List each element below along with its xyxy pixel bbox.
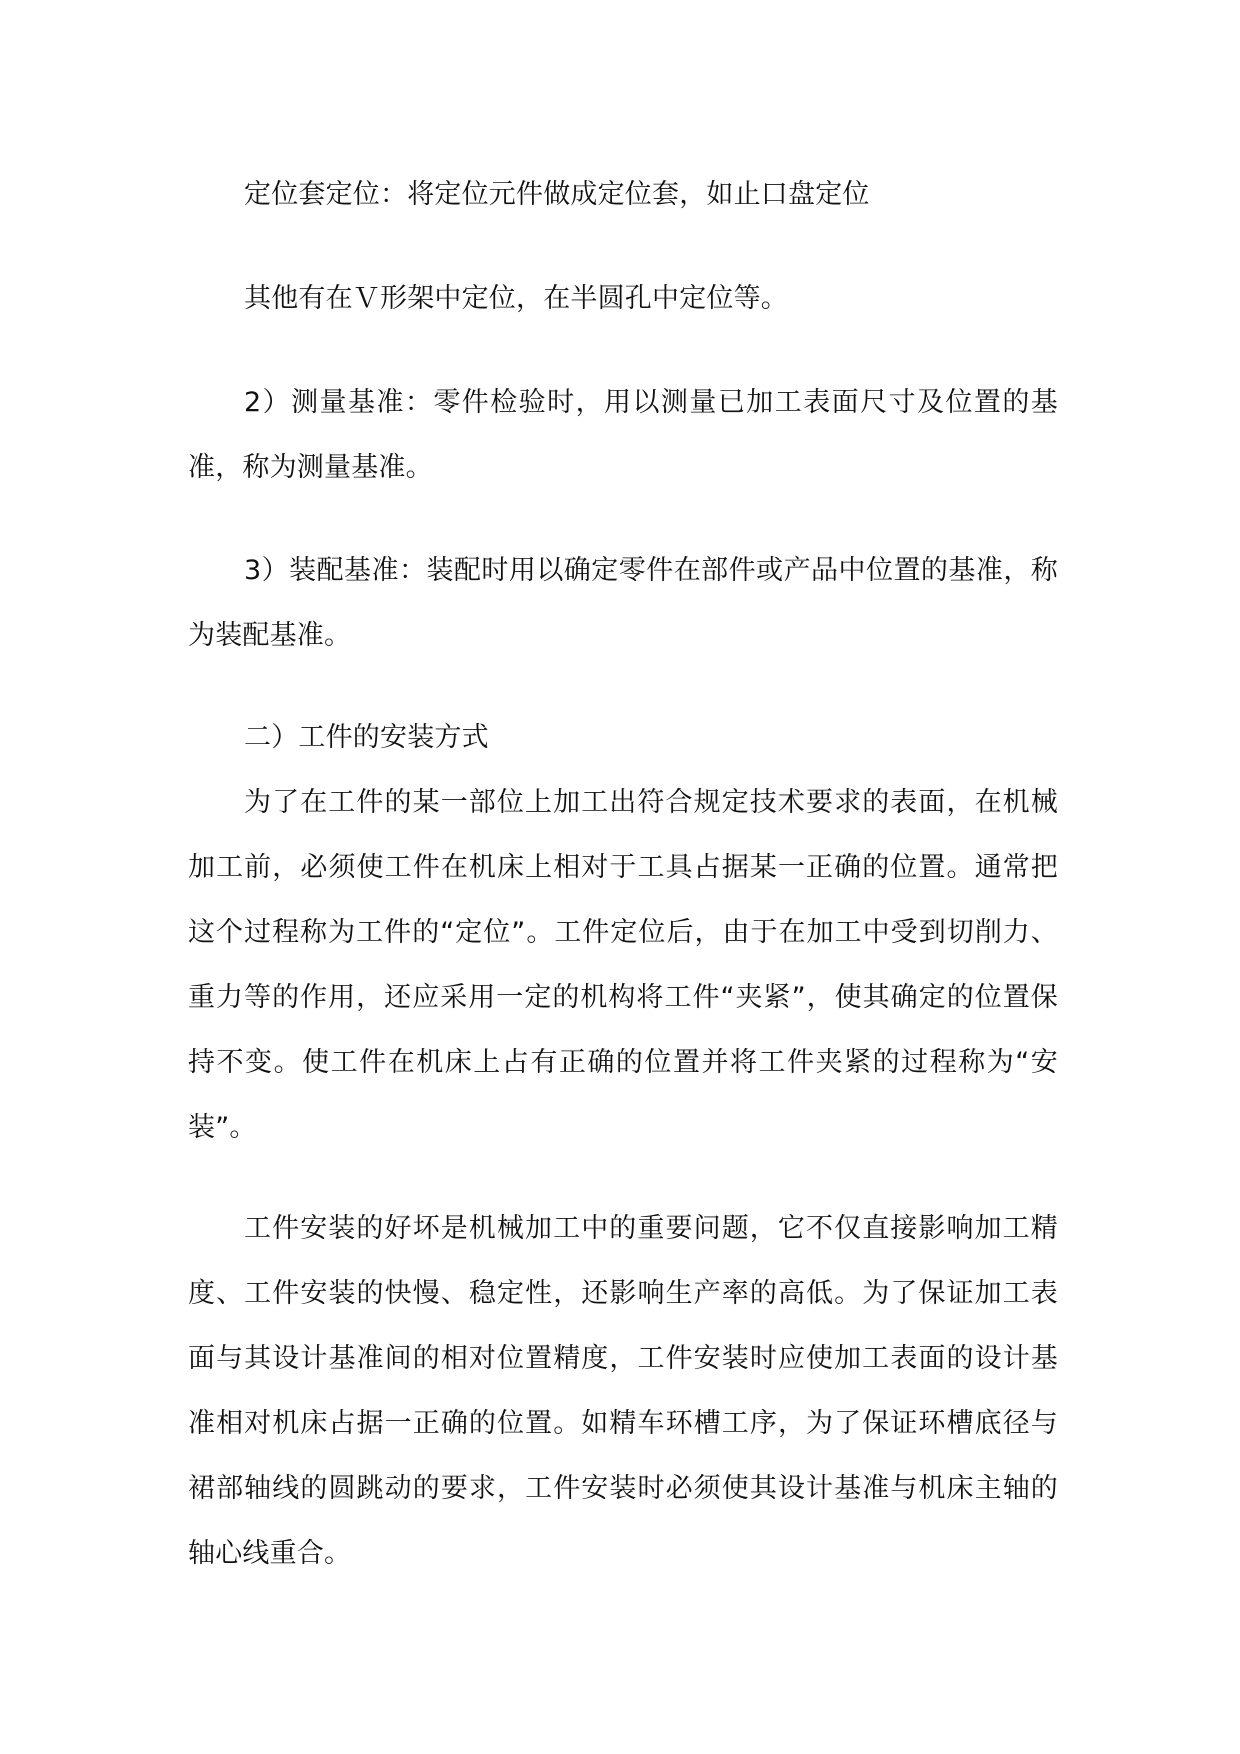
paragraph-assembly-datum: 3）装配基准：装配时用以确定零件在部件或产品中位置的基准，称为装配基准。 <box>188 555 1058 651</box>
paragraph-measuring-datum: 2）测量基准：零件检验时，用以测量已加工表面尺寸及位置的基准，称为测量基准。 <box>188 387 1058 483</box>
paragraph-mounting-definition: 为了在工件的某一部位上加工出符合规定技术要求的表面，在机械加工前，必须使工件在机床上相对于工具占据某一正确的位置。通常把这个过程称为工件的“定位”。工件定位后，由于在加工中受到切削力、重力等的作用，还应采用一定的机构将工件“夹紧”，使其确定的位置保持不变。使工件在机床上占有正确的位置并将工件夹紧的过程称为“安装”。 <box>188 787 1058 1143</box>
paragraph-other-locating: 其他有在Ｖ形架中定位，在半圆孔中定位等。 <box>244 283 788 314</box>
section-heading-workpiece-mounting: 二）工件的安装方式 <box>244 722 489 753</box>
paragraph-mounting-importance: 工件安装的好坏是机械加工中的重要问题，它不仅直接影响加工精度、工件安装的快慢、稳定性，还影响生产率的高低。为了保证加工表面与其设计基准间的相对位置精度，工件安装时应使加工表面的设计基准相对机床占据一正确的位置。如精车环槽工序，为了保证环槽底径与裙部轴线的圆跳动的要求，工件安装时必须使其设计基准与机床主轴的轴心线重合。 <box>188 1213 1058 1569</box>
paragraph-locating-sleeve: 定位套定位：将定位元件做成定位套，如止口盘定位 <box>244 179 870 210</box>
